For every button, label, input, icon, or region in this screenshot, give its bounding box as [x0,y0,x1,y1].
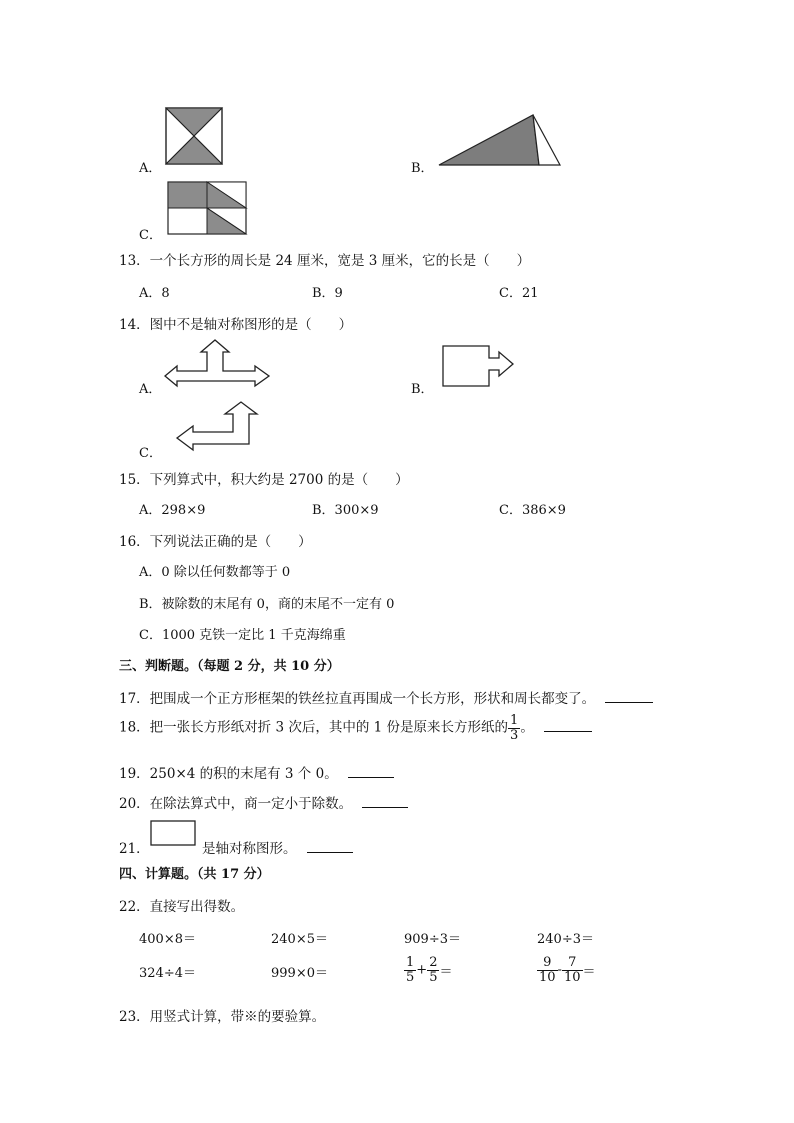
q21-text: 是轴对称图形。 [202,841,297,857]
q12-option-a-label: A． [139,161,162,176]
q14-box-arrow-figure [441,344,517,388]
q22-frac-c-den: 10 [539,969,556,985]
q18-frac-num: 1 [510,713,519,728]
q15-option-c[interactable]: C．386×9 [499,503,566,518]
q14-option-c-label: C． [139,446,162,461]
q16-option-a[interactable]: A．0 除以任何数都等于 0 [139,565,291,580]
q12-square-figure [165,107,223,165]
q22-frac-b-den: 5 [429,969,438,985]
q12-rectangle-figure [167,181,247,235]
q22-item-8 [537,956,596,984]
q20-answer-blank[interactable] [362,806,408,808]
section4-title: 四、计算题。（共 17 分） [119,867,270,882]
q18 [119,714,592,742]
q14-stem: 14．图中不是轴对称图形的是（ ） [119,317,353,333]
q22-frac-b [427,956,439,984]
q19-answer-blank[interactable] [348,776,394,778]
section3-title: 三、判断题。（每题 2 分，共 10 分） [119,659,340,674]
q13-option-c[interactable]: C．21 [499,286,539,301]
q12-triangle-figure [437,113,563,168]
q18-answer-blank[interactable] [544,730,592,732]
q21-number: 21． [119,841,150,857]
q22-eq-2: ＝ [582,964,596,980]
q16-option-c[interactable]: C．1000 克铁一定比 1 千克海绵重 [139,628,346,643]
q23-stem: 23．用竖式计算，带※的要验算。 [119,1009,326,1025]
q13-option-a[interactable]: A．8 [139,286,170,301]
q22-frac-c-num: 9 [537,956,558,971]
q16-stem: 16．下列说法正确的是（ ） [119,534,312,550]
q21-tail [202,837,353,857]
q16-option-b[interactable]: B．被除数的末尾有 0，商的末尾不一定有 0 [139,597,395,612]
q14-option-b-label: B． [411,382,434,397]
q22-frac-b-num: 2 [429,955,438,970]
q18-text-before: 18．把一张长方形纸对折 3 次后，其中的 1 份是原来长方形纸的 [119,719,509,736]
q12-option-c-label: C． [139,228,162,243]
q22-item-1: 400×8＝ [139,932,196,947]
q22-item-4: 240÷3＝ [537,932,594,947]
q22-item-6: 999×0＝ [271,966,328,981]
q12-option-b-label: B． [411,161,434,176]
q14-option-a-label: A． [139,382,162,397]
q22-frac-a-num: 1 [406,955,415,970]
q22-stem: 22．直接写出得数。 [119,899,245,915]
q14-bent-arrow-figure [175,400,261,454]
q22-frac-a [404,956,416,984]
q22-frac-c [537,956,558,984]
q22-frac-d-den: 10 [563,969,581,985]
q13-stem: 13．一个长方形的周长是 24 厘米，宽是 3 厘米，它的长是（ ） [119,253,531,269]
q18-fraction [508,714,520,742]
q22-frac-a-den: 5 [406,969,415,985]
q21-rectangle-figure [150,820,196,846]
q20-text: 20．在除法算式中，商一定小于除数。 [119,796,353,812]
q14-cross-arrow-figure [163,338,271,392]
q21-answer-blank[interactable] [307,851,353,853]
q15-stem: 15．下列算式中，积大约是 2700 的是（ ） [119,472,409,488]
q22-item-5: 324÷4＝ [139,966,196,981]
q22-frac-d [562,956,583,984]
q20 [119,792,408,812]
q22-op-minus: - [557,962,562,978]
q17-answer-blank[interactable] [605,701,653,703]
q22-item-3: 909÷3＝ [404,932,461,947]
q22-eq-1: ＝ [439,964,453,980]
q22-frac-d-num: 7 [562,956,583,971]
q17 [119,687,653,707]
q21 [119,837,150,857]
q22-item-2: 240×5＝ [271,932,328,947]
q22-item-7 [404,956,452,984]
q18-text-after: 。 [520,719,534,736]
q13-option-b[interactable]: B．9 [312,286,343,301]
q17-text: 17．把围成一个正方形框架的铁丝拉直再围成一个长方形，形状和周长都变了。 [119,691,596,707]
q19-text: 19．250×4 的积的末尾有 3 个 0。 [119,766,338,782]
q19 [119,762,394,782]
q22-op-plus: + [416,962,428,978]
q18-frac-den: 3 [510,727,519,743]
q15-option-b[interactable]: B．300×9 [312,503,379,518]
q15-option-a[interactable]: A．298×9 [139,503,206,518]
